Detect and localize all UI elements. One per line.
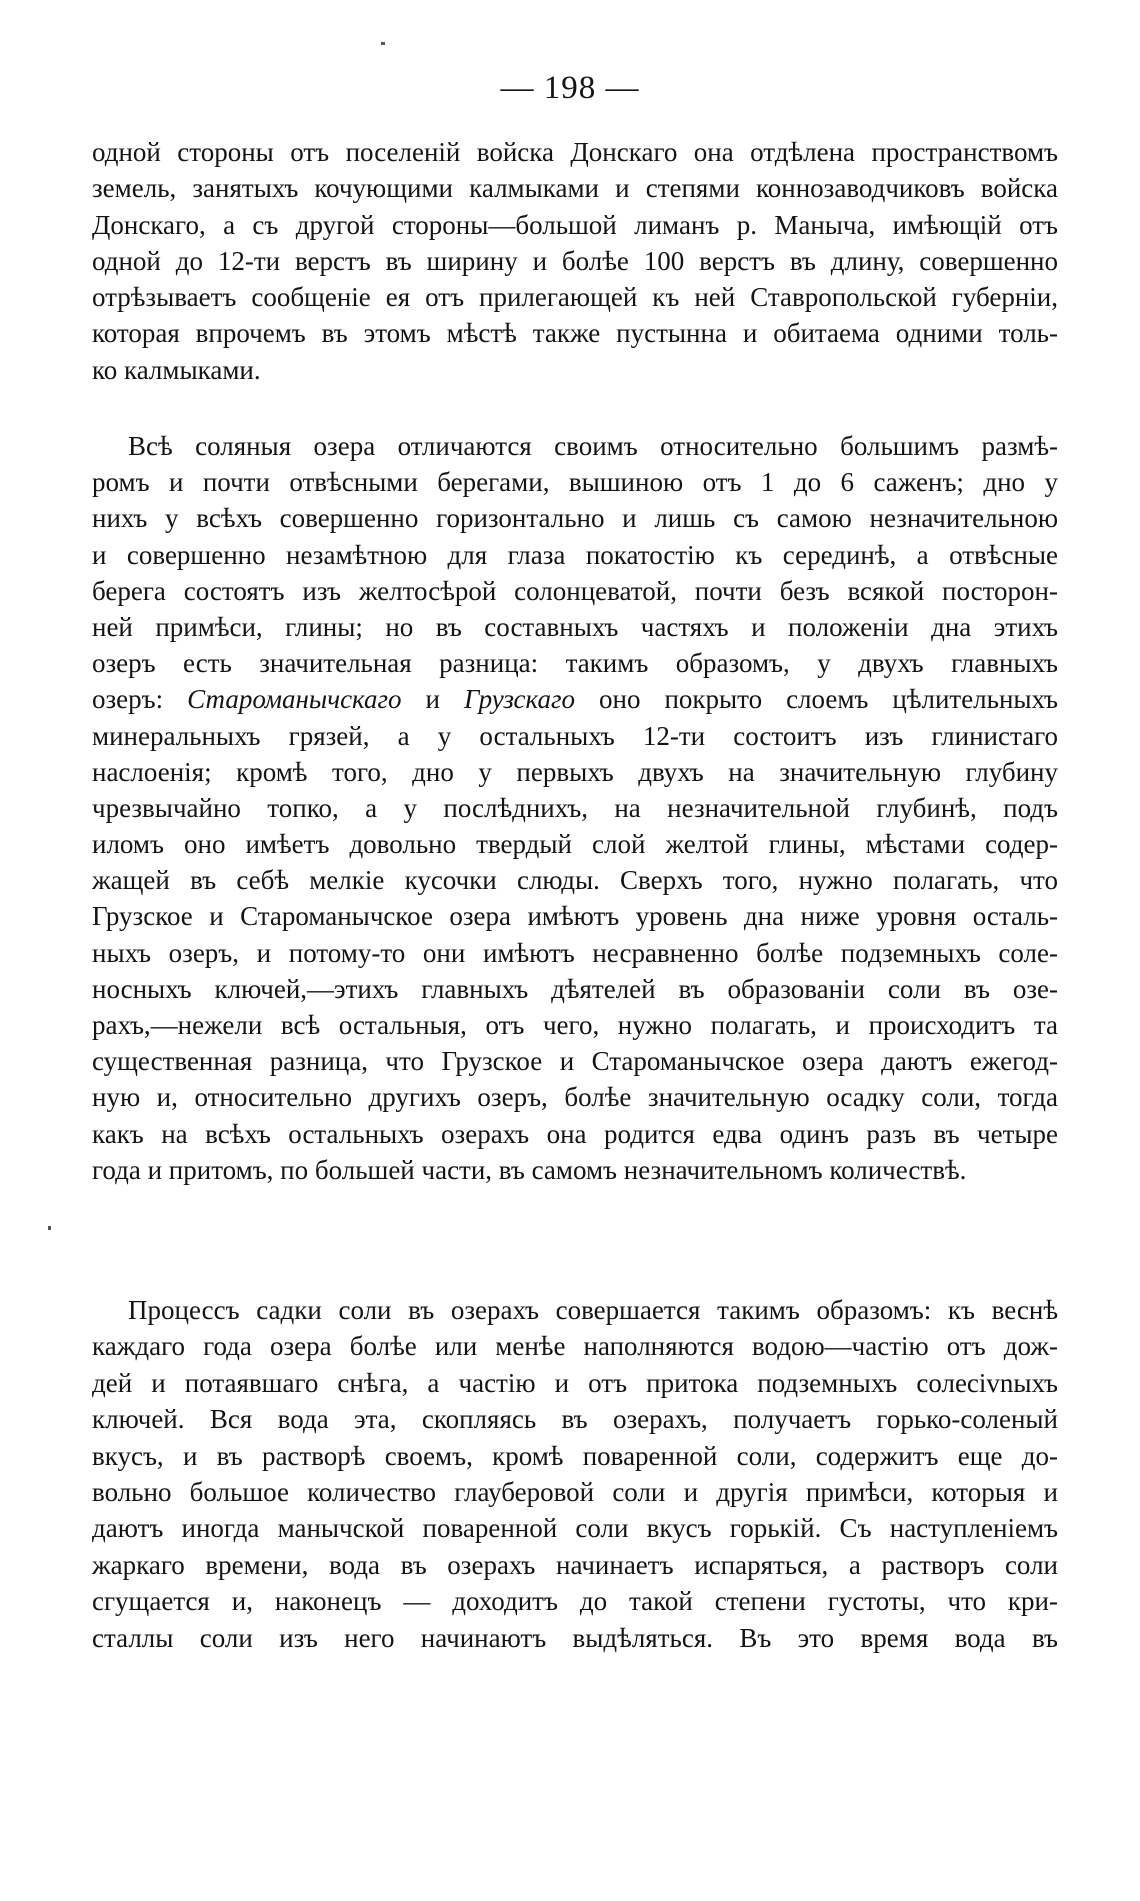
paragraph-1 <box>92 134 1058 388</box>
text-run: оно покрыто слоемъ цѣлительныхъ <box>575 684 1058 715</box>
text-line: земель, занятыхъ кочующими калмыками и степями коннозаводчиковъ войска <box>92 173 1058 204</box>
lake-name-italic: Грузскаго <box>463 684 576 715</box>
text-line: каждаго года озера болѣе или менѣе наполняются водою—частію отъ дож- <box>92 1331 1058 1362</box>
text-line: жаркаго времени, вода въ озерахъ начинаетъ испаряться, а растворъ соли <box>92 1549 1058 1580</box>
text-line: ключей. Вся вода эта, скопляясь въ озерахъ, получаетъ горько-соленый <box>92 1404 1058 1435</box>
text-line: чрезвычайно топко, а у послѣднихъ, на незначительной глубинѣ, подъ <box>92 792 1058 823</box>
text-line: озеръ есть значительная разница: такимъ образомъ, у двухъ главныхъ <box>92 648 1058 679</box>
text-line: даютъ иногда манычской поваренной соли вкусъ горькій. Съ наступленіемъ <box>92 1513 1058 1544</box>
text-line: иломъ оно имѣетъ довольно твердый слой желтой глины, мѣстами содер- <box>92 829 1058 860</box>
text-line: ромъ и почти отвѣсными берегами, вышиною отъ 1 до 6 саженъ; дно у <box>92 467 1058 498</box>
text-line: Донскаго, а съ другой стороны—большой лиманъ р. Маныча, имѣющій отъ <box>92 209 1058 240</box>
scan-speck <box>381 42 385 45</box>
text-line: года и притомъ, по большей части, въ самомъ незначительномъ количествѣ. <box>92 1154 967 1185</box>
paragraph-3 <box>92 1292 1058 1656</box>
text-line: какъ на всѣхъ остальныхъ озерахъ она родится едва одинъ разъ въ четыре <box>92 1118 1058 1149</box>
text-line: Процессъ садки соли въ озерахъ совершается такимъ образомъ: къ веснѣ <box>128 1295 1058 1325</box>
text-line: минеральныхъ грязей, а у остальныхъ 12-ти состоитъ изъ глинистаго <box>92 720 1058 751</box>
text-line: берега состоятъ изъ желтосѣрой солонцеватой, почти безъ всякой посторон- <box>92 575 1058 606</box>
text-line: ко калмыками. <box>92 354 261 385</box>
text-line: и совершенно незамѣтною для глаза покатостію къ серединѣ, а отвѣсные <box>92 539 1058 570</box>
text-line: сгущается и, наконецъ — доходитъ до такой степени густоты, что кри- <box>92 1586 1058 1617</box>
text-line: ней примѣси, глины; но въ составныхъ частяхъ и положеніи дна этихъ <box>92 611 1058 642</box>
page-number: — 198 — <box>500 70 640 106</box>
text-line: одной стороны отъ поселеній войска Донскаго она отдѣлена пространствомъ <box>92 137 1058 167</box>
text-line: жащей въ себѣ мелкіе кусочки слюды. Сверхъ того, нужно полагать, что <box>92 865 1058 896</box>
text-line: Грузское и Староманычское озера имѣютъ уровень дна ниже уровня осталь- <box>92 901 1058 932</box>
text-line: нихъ у всѣхъ совершенно горизонтально и лишь съ самою незначительною <box>92 503 1058 534</box>
text-line: наслоенія; кромѣ того, дно у первыхъ двухъ на значительную глубину <box>92 756 1058 787</box>
text-line: ную и, относительно другихъ озеръ, болѣе значительную осадку соли, тогда <box>92 1082 1058 1113</box>
text-line: Всѣ соляныя озера отличаются своимъ относительно большимъ размѣ- <box>128 431 1058 461</box>
text-line: отрѣзываетъ сообщеніе ея отъ прилегающей къ ней Ставропольской губерніи, <box>92 282 1058 313</box>
text-run: и <box>401 684 464 715</box>
text-line: дей и потаявшаго снѣга, а частію и отъ притока подземныхъ солеcivnыхъ <box>92 1367 1058 1398</box>
text-line-with-italics <box>92 681 1058 717</box>
text-line: носныхъ ключей,—этихъ главныхъ дѣятелей въ образованіи соли въ озе- <box>92 973 1058 1004</box>
text-line: вольно большое количество глауберовой соли и другія примѣси, которыя и <box>92 1476 1058 1507</box>
text-line: рахъ,—нежели всѣ остальныя, отъ чего, нужно полагать, и происходитъ та <box>92 1010 1058 1040</box>
text-line: ныхъ озеръ, и потому-то они имѣютъ несравненно болѣе подземныхъ соле- <box>92 937 1058 968</box>
text-line: сталлы соли изъ него начинаютъ выдѣляться. Въ это время вода въ <box>92 1622 1058 1653</box>
lake-name-italic: Староманычскаго <box>187 684 402 715</box>
scan-speck <box>48 1226 51 1230</box>
text-line: одной до 12-ти верстъ въ ширину и болѣе 100 верстъ въ длину, совершенно <box>92 245 1058 276</box>
text-line: вкусъ, и въ растворѣ своемъ, кромѣ поваренной соли, содержитъ еще до- <box>92 1440 1058 1471</box>
text-run: озеръ: <box>92 684 188 715</box>
paragraph-2 <box>92 428 1058 1188</box>
text-line: существенная разница, что Грузское и Староманычское озера даютъ ежегод- <box>92 1046 1058 1077</box>
text-line: которая впрочемъ въ этомъ мѣстѣ также пустынна и обитаема одними толь- <box>92 318 1058 349</box>
